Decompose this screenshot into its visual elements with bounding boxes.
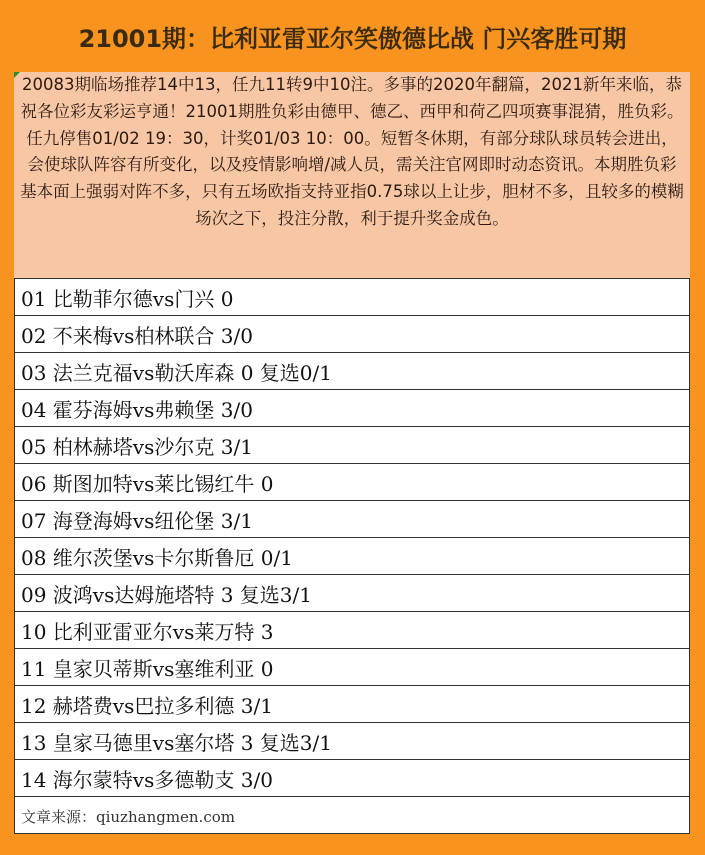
match-row: 02 不来梅vs柏林联合 3/0 bbox=[15, 316, 689, 353]
match-row: 13 皇家马德里vs塞尔塔 3 复选3/1 bbox=[15, 723, 689, 760]
intro-text: 20083期临场推荐14中13，任九11转9中10注。多事的2020年翻篇，2021新年来临，恭祝各位彩友彩运亨通！21001期胜负彩由德甲、德乙、西甲和荷乙四项赛事混猜，胜负彩。任九停售01/02 19：30，计奖01/03 10：00。短暂冬休期，有部分球队球员转会进出，会使球队阵容有所变化，以及疫情影响增/减人员，需关注官网即时动态资讯。本期胜负彩基本面上强弱对阵不多，只有五场欧指支持亚指0.75球以上让步，胆材不多，且较多的模糊场次之下，投注分散，利于提升奖金成色。 bbox=[20, 75, 684, 228]
match-row: 12 赫塔费vs巴拉多利德 3/1 bbox=[15, 686, 689, 723]
source-credit: 文章来源：qiuzhangmen.com bbox=[21, 807, 236, 826]
corner-marker-icon bbox=[14, 72, 20, 78]
match-row: 06 斯图加特vs莱比锡红牛 0 bbox=[15, 464, 689, 501]
match-row: 07 海登海姆vs纽伦堡 3/1 bbox=[15, 501, 689, 538]
match-row: 09 波鸿vs达姆施塔特 3 复选3/1 bbox=[15, 575, 689, 612]
match-row: 01 比勒菲尔德vs门兴 0 bbox=[15, 279, 689, 316]
match-row: 03 法兰克福vs勒沃库森 0 复选0/1 bbox=[15, 353, 689, 390]
match-row: 11 皇家贝蒂斯vs塞维利亚 0 bbox=[15, 649, 689, 686]
match-row: 08 维尔茨堡vs卡尔斯鲁厄 0/1 bbox=[15, 538, 689, 575]
intro-box bbox=[14, 72, 690, 278]
article-title: 21001期：比利亚雷亚尔笑傲德比战 门兴客胜可期 bbox=[78, 24, 627, 53]
match-row: 04 霍芬海姆vs弗赖堡 3/0 bbox=[15, 390, 689, 427]
match-row: 10 比利亚雷亚尔vs莱万特 3 bbox=[15, 612, 689, 649]
match-row: 14 海尔蒙特vs多德勒支 3/0 bbox=[15, 760, 689, 797]
match-row: 05 柏林赫塔vs沙尔克 3/1 bbox=[15, 427, 689, 464]
match-list bbox=[14, 278, 690, 834]
